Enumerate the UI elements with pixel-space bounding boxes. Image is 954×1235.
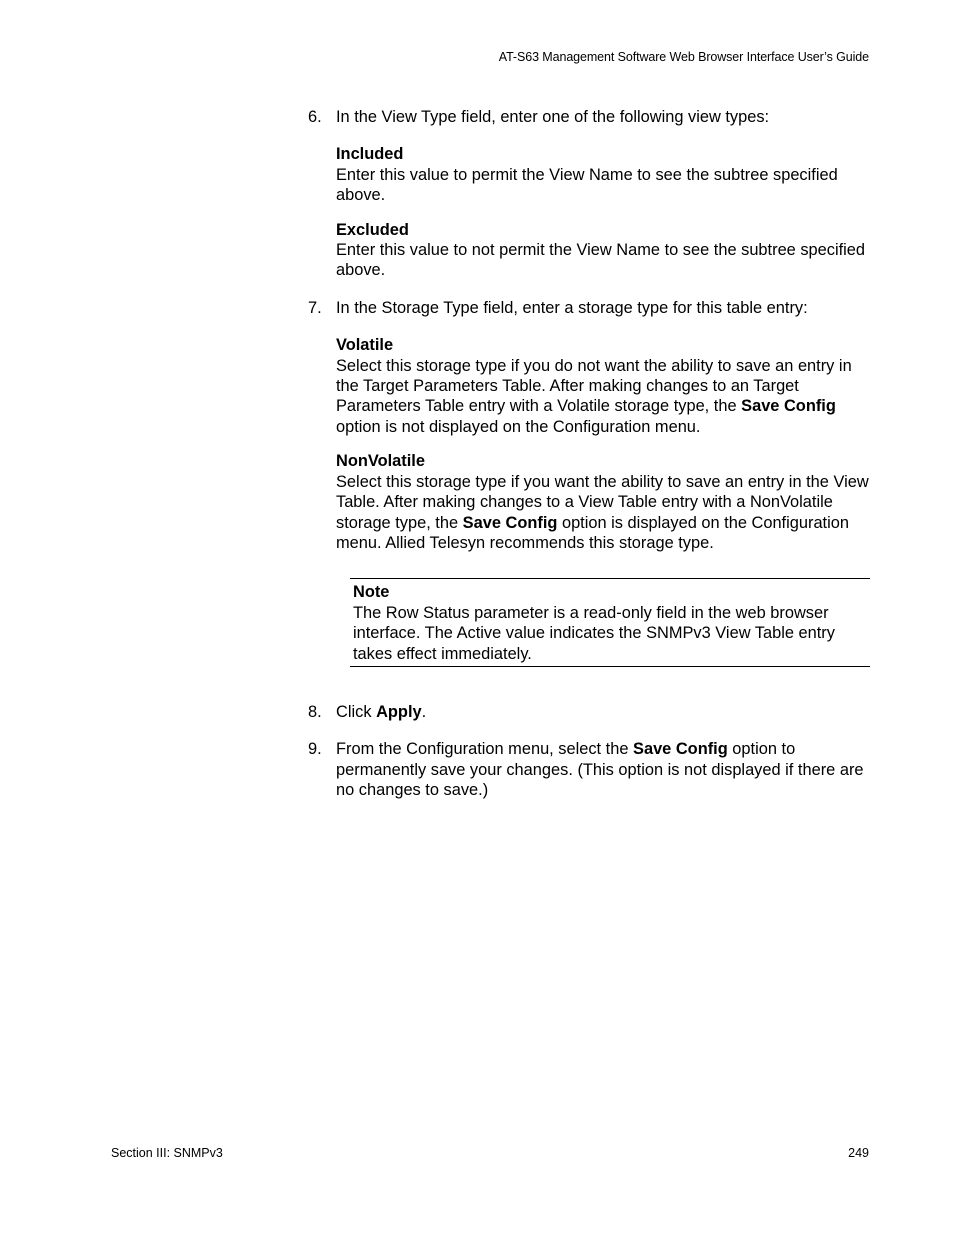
step-6 (308, 107, 870, 127)
description-text: option is displayed on the Configuration menu. Allied Telesyn recommends this storage type. (336, 513, 849, 552)
document-body (308, 107, 870, 801)
note-title: Note (353, 583, 390, 602)
step-9 (308, 739, 870, 800)
definition-included (336, 144, 870, 205)
step-text (336, 739, 870, 800)
step-text-part: Click (336, 702, 372, 721)
step-text-part: . (421, 702, 427, 721)
definition-description (336, 356, 870, 438)
description-text: Select this storage type if you want the ability to save an entry in the View Table. After making changes to a View Table entry with a NonVolatile storage type, the (336, 472, 869, 532)
step-number: 6. (308, 108, 322, 126)
step-number: 7. (308, 298, 322, 317)
step-number: 8. (308, 702, 322, 721)
step-7 (308, 298, 870, 318)
definition-term: NonVolatile (336, 452, 425, 471)
definition-term: Volatile (336, 336, 394, 355)
save-config-term: Save Config (462, 513, 558, 532)
definition-term: Excluded (336, 220, 409, 239)
footer-section: Section III: SNMPv3 (111, 1146, 223, 1160)
step-text-part: From the Configuration menu, select the (336, 740, 629, 759)
page-number: 249 (848, 1146, 869, 1160)
definition-description (336, 472, 870, 554)
apply-term: Apply (376, 702, 422, 721)
page-header: AT-S63 Management Software Web Browser Interface User’s Guide (498, 50, 869, 64)
step-text: In the Storage Type field, enter a storage type for this table entry: (336, 298, 808, 317)
definition-description: Enter this value to permit the View Name to see the subtree specified above. (336, 165, 838, 205)
step-8 (308, 702, 870, 722)
save-config-term: Save Config (741, 397, 836, 416)
description-text: option is not displayed on the Configuration menu. (336, 417, 701, 436)
note-text: The Row Status parameter is a read-only field in the web browser interface. The Active value indicates the SNMPv3 View Table entry takes effect immediately. (353, 603, 835, 663)
step-number: 9. (308, 740, 322, 759)
save-config-term: Save Config (633, 740, 728, 759)
definition-nonvolatile (336, 451, 870, 553)
note-box (350, 578, 870, 667)
definition-volatile (336, 335, 870, 437)
description-text: Select this storage type if you do not want the ability to save an entry in the Target Parameters Table. After making changes to an Target Parameters Table entry with a Volatile storage type, the (336, 356, 852, 416)
step-text: In the View Type field, enter one of the following view types: (336, 108, 770, 126)
definition-excluded (336, 220, 870, 281)
step-text (336, 702, 870, 722)
step-text-part: option to permanently save your changes. (This option is not displayed if there are no changes to save.) (336, 740, 864, 800)
definition-term: Included (336, 145, 404, 164)
definition-description: Enter this value to not permit the View Name to see the subtree specified above. (336, 241, 866, 280)
